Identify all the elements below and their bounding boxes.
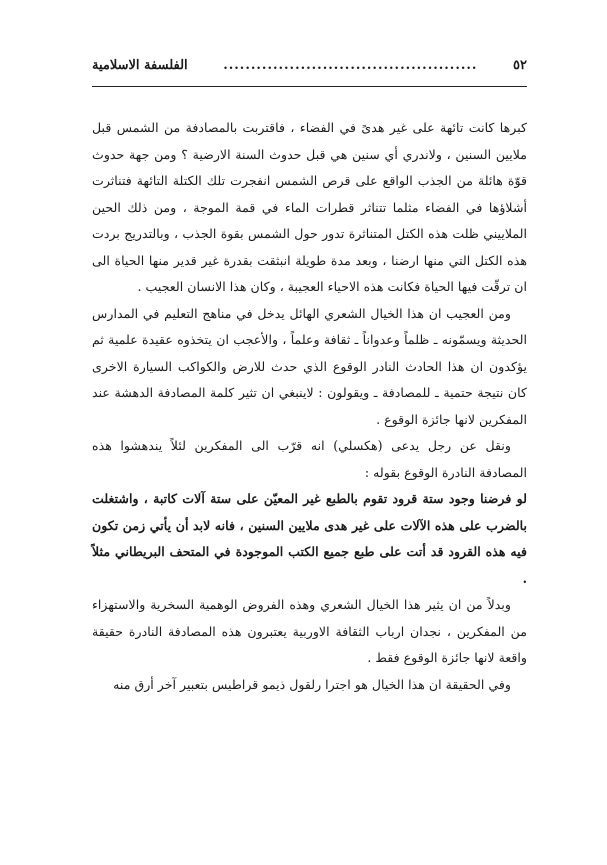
paragraph-6: وفي الحقيقة ان هذا الخيال هو اجترا رلقول ذيمو قراطيس بتعبير آخر أرق منه <box>113 676 511 692</box>
paragraph-1: كبرها كانت تائهة على غير هدىً في الفضاء ، فاقتربت بالمصادفة من الشمس قبل ملايين السنين ، ولاندري أي سنين هي قبل حدوث السنة الارضية ؟ ومن جهة حدوث قوّة هائلة من الجذب الواقع على قرص الشمس انفجرت تلك الكتلة التائهة فتناثرت أشلاؤها في الفضاء مثلما تتناثر قطرات الماء في قمة الموجة ، ومن ذلك الحين الملاييني ظلت هذه الكتل المتناثرة تدور حول الشمس بقوة الجذب ، وبالتدريج بردت هذه الكتل التي منها ارضنا ، وبعد مدة طويلة انبثقت بقدرة غير قدير منها الحياة الى ان ترقّت فيها الحياة فكانت هذه الاحياء العجيبة ، وكان هذا الانسان العجيب . <box>92 120 527 294</box>
quoted-paragraph: لو فرضنا وجود ستة قرود تقوم بالطبع غير المعيّن على ستة آلات كاتبة ، واشتغلت بالضرب على هذه الآلات على غير هدى ملايين السنين ، فانه لابد أن يأتي زمن تكون فيه هذه القرود قد أتت على طبع جميع الكتب الموجودة في المتحف البريطاني مثلاً . <box>92 491 527 586</box>
running-header <box>92 58 527 87</box>
paragraph-5: وبدلاً من ان يثير هذا الخيال الشعري وهذه الفروض الوهمية السخرية والاستهزاء من المفكرين ، نجدان ارباب الثقافة الاوربية يعتبرون هذه المصادفة النادرة حقيقة واقعة لانها جائزة الوقوع فقط . <box>92 597 527 665</box>
header-dot-leader: .............................................. <box>223 58 478 73</box>
paragraph-2: ومن العجيب ان هذا الخيال الشعري الهائل يدخل في مناهج التعليم في المدارس الحديثة ويسمّونه ـ ظلماً وعدواناً ـ ثقافة وعلماً ، والأعجب ان يتخذوه عقيدة علمية ثم يؤكدون ان هذا الحادث النادر الوقوع الذي حدث للارض والكواكب السيارة الاخرى كان نتيجة حتمية ـ للمصادفة ـ ويقولون : لاينبغي ان تثير كلمة المصادفة الدهشة عند المفكرين لانها جائزة الوقوع . <box>92 305 527 427</box>
page-body <box>92 115 527 698</box>
paragraph-3: ونقل عن رجل يدعى (هكسلي) انه قرّب الى المفكرين لئلاً يندهشوا هذه المصادفة النادرة الوقوع بقوله : <box>92 438 527 480</box>
book-title: الفلسفة الاسلامية <box>92 58 188 73</box>
page-number: ٥٢ <box>513 58 527 73</box>
